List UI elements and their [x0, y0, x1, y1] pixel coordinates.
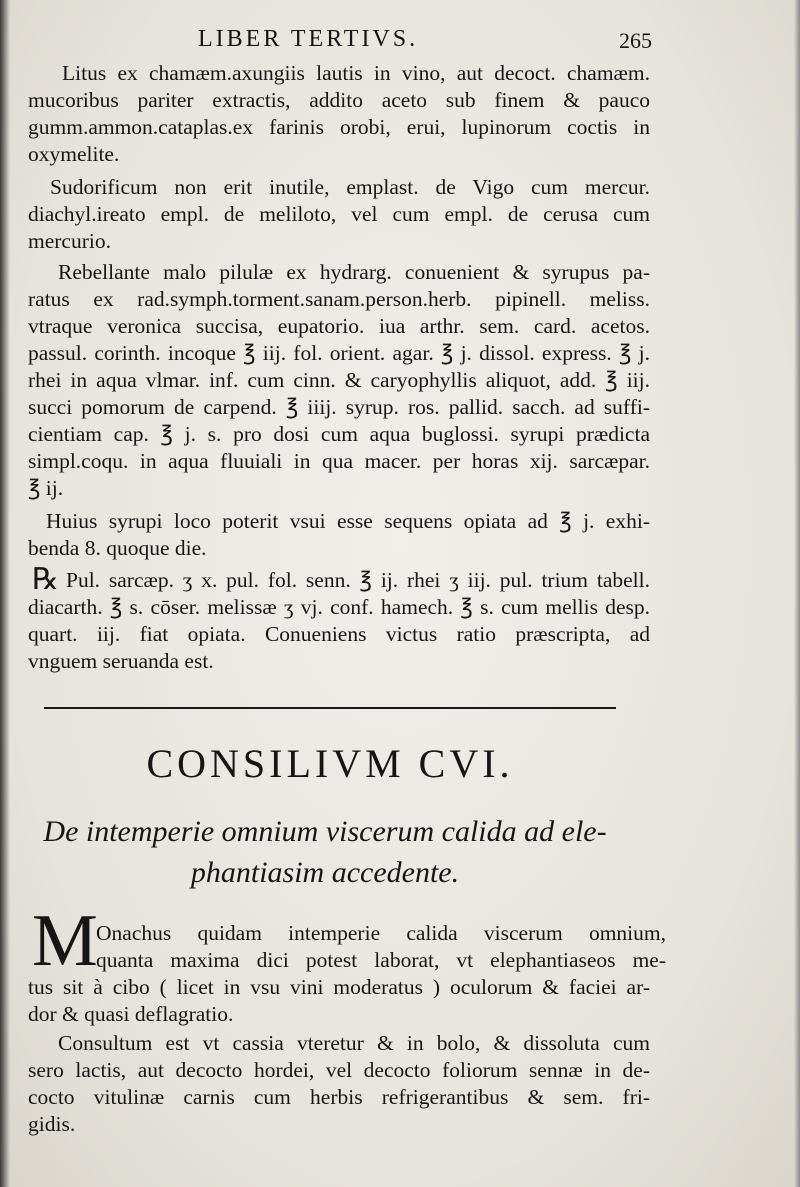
text-line: tus sit à cibo ( licet in vsu vini moderatus ) oculorum & faciei ar-	[28, 975, 650, 999]
text-line: ℥ ij.	[28, 476, 64, 500]
text-line: gidis.	[28, 1112, 76, 1136]
section-divider	[44, 707, 616, 709]
text-line: Litus ex chamæm.axungiis lautis in vino, aut decoct. chamæm.	[62, 61, 650, 85]
text-line: rhei in aqua vlmar. inf. cum cinn. & caryophyllis aliquot, add. ℥ iij.	[28, 368, 650, 392]
page-number: 265	[619, 28, 652, 53]
text-line: diachyl.ireato empl. de meliloto, vel cum empl. de cerusa cum	[28, 202, 650, 226]
text-line: dor & quasi deflagratio.	[28, 1002, 234, 1026]
consilium-title: CONSILIVM CVI.	[146, 741, 514, 786]
text-line: sero lactis, aut decocto hordei, vel decocto foliorum sennæ in de-	[28, 1058, 650, 1082]
text-line: vtraque veronica succisa, eupatorio. iua arthr. sem. card. acetos.	[28, 314, 650, 338]
text-line: benda 8. quoque die.	[28, 536, 207, 560]
text-line: mucoribus pariter extractis, addito aceto sub finem & pauco	[28, 88, 650, 112]
text-line: vnguem seruanda est.	[28, 649, 214, 673]
text-line: succi pomorum de carpend. ℥ iiij. syrup. ros. pallid. sacch. ad suffi-	[28, 395, 650, 419]
text-line: cocto vitulinæ carnis cum herbis refrigerantibus & sem. fri-	[28, 1085, 650, 1109]
page-gutter-shadow	[0, 0, 10, 1187]
recipe-mark: ℞	[32, 563, 59, 596]
consilium-subtitle-line-2: phantiasim accedente.	[190, 856, 460, 889]
page-header	[28, 26, 650, 56]
text-line: Pul. sarcæp. ʒ x. pul. fol. senn. ℥ ij. rhei ʒ iij. pul. trium tabell.	[66, 568, 650, 592]
text-line: diacarth. ℥ s. cōser. melissæ ʒ vj. conf. hamech. ℥ s. cum mellis desp.	[28, 595, 650, 619]
text-line: ratus ex rad.symph.torment.sanam.person.herb. pipinell. meliss.	[28, 287, 650, 311]
text-line: cientiam cap. ℥ j. s. pro dosi cum aqua buglossi. syrupi prædicta	[28, 422, 650, 446]
text-line: Consultum est vt cassia vteretur & in bolo, & dissoluta cum	[58, 1031, 650, 1055]
text-line: gumm.ammon.cataplas.ex farinis orobi, erui, lupinorum coctis in	[28, 115, 650, 139]
text-line: quanta maxima dici potest laborat, vt elephantiaseos me-	[96, 948, 666, 972]
text-line: passul. corinth. incoque ℥ iij. fol. orient. agar. ℥ j. dissol. express. ℥ j.	[28, 341, 650, 365]
text-line: Huius syrupi loco poterit vsui esse sequens opiata ad ℥ j. exhi-	[46, 509, 650, 533]
text-line: oxymelite.	[28, 142, 120, 166]
consilium-subtitle-line-1: De intemperie omnium viscerum calida ad ele-	[43, 815, 607, 848]
page-edge	[794, 0, 800, 1187]
text-line: simpl.coqu. in aqua fluuiali in qua macer. per horas xij. sarcæpar.	[28, 449, 650, 473]
text-line: Sudorificum non erit inutile, emplast. de Vigo cum mercur.	[50, 175, 650, 199]
text-line: Rebellante malo pilulæ ex hydrarg. conuenient & syrupus pa-	[58, 260, 650, 284]
drop-cap: M	[32, 900, 98, 982]
text-line: Onachus quidam intemperie calida viscerum omnium,	[96, 921, 666, 945]
running-head: LIBER TERTIVS.	[198, 26, 419, 52]
text-line: mercurio.	[28, 229, 111, 253]
text-line: quart. iij. fiat opiata. Conueniens victus ratio præscripta, ad	[28, 622, 650, 646]
